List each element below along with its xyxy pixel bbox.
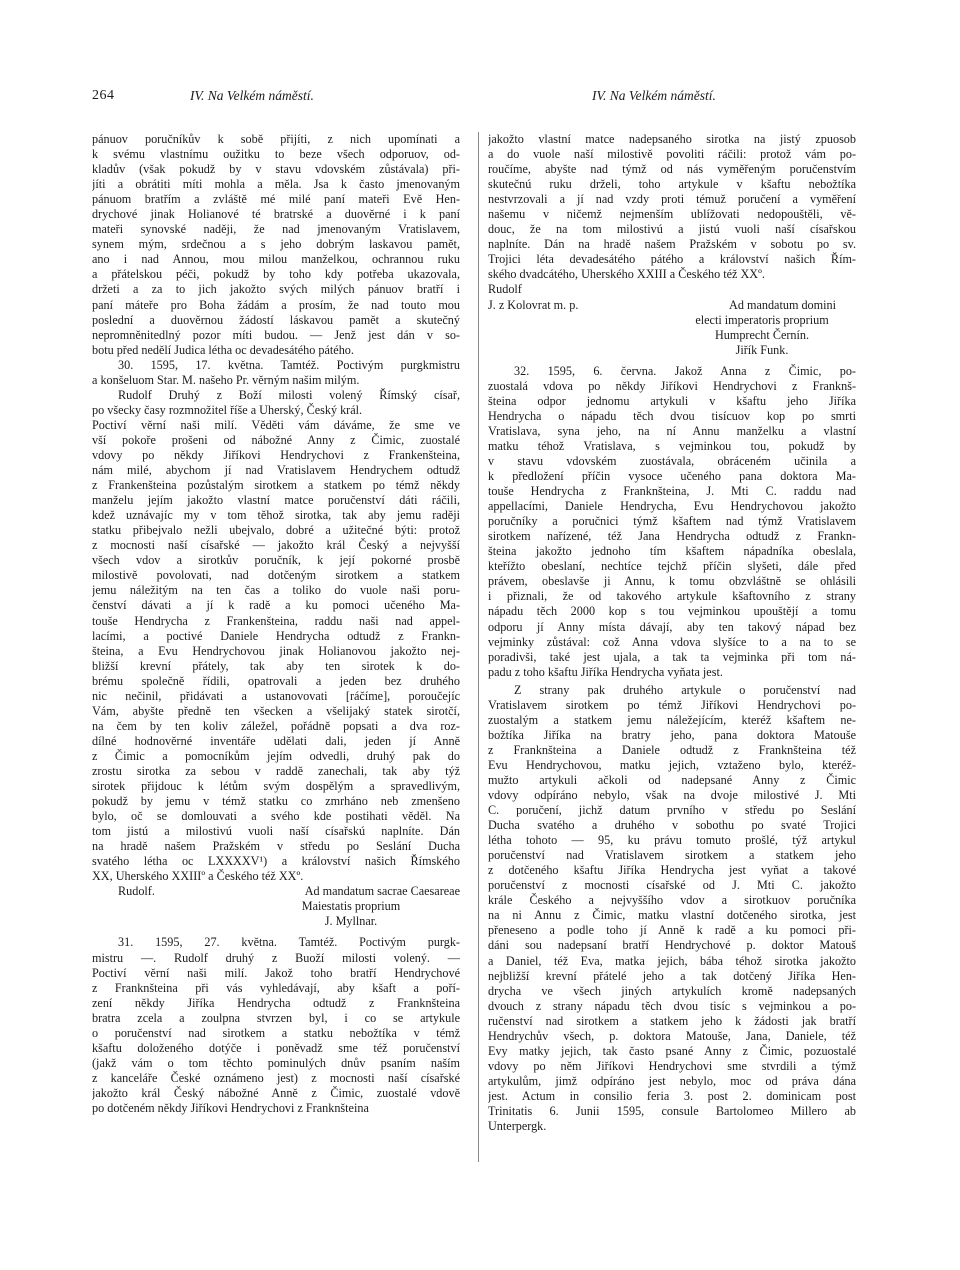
text-line: z mocnosti naší císařské — jakožto král Český a nejvyšší (92, 538, 460, 553)
text-line: a do vuole naší milostivě povoliti ráčili: protož vám po- (488, 147, 856, 162)
text-line: bylo, oč se domlouvati a svého kde postihati věděl. Na (92, 809, 460, 824)
text-line: nic nečinil, přidávati a ustanovovati [ráčíme], poroučejíc (92, 688, 460, 703)
text-line: z dotčeného kšaftu Jiříka Hendrycha jest vyňat a takové (488, 863, 856, 878)
text-line: z kanceláře České oznámeno jest) z mocnosti naší císařské (92, 1070, 460, 1085)
text-line: douc, že na tom milostivú a jistú vuoli naší císařskou (488, 222, 856, 237)
text-line: z Frankenšteina pozůstalým sirotkem a statkem po témž někdy (92, 478, 460, 493)
text-line: Trojici léta devadesátého pátého a království našich Řím- (488, 252, 856, 267)
text-line: krále Českého a nejvyššího vdov a sirotkuov poručníka (488, 893, 856, 908)
text-line: dvouch z strany nápadu těch dvou tisíc s vejminkou a po- (488, 998, 856, 1013)
column-divider (478, 132, 479, 1162)
text-line: ručenství nad sirotkem a statkem jeho k žádosti jak bratří (488, 1013, 856, 1028)
text-line: létha tohoto — 95, ku právu tomuto prošlé, týž artykul (488, 833, 856, 848)
text-line: brému společně řídili, opatrovali a jeden bez druhého (92, 673, 460, 688)
text-line: lacími, a poctivé Daniele Hendrycha odtudž z Frankn- (92, 628, 460, 643)
text-line: mistru —. Rudolf druhý z Buoží milosti volený. — (92, 950, 460, 965)
text-line: vdovy odpíráno nebylo, však na dvoje milostivé J. Mti (488, 788, 856, 803)
text-line: držeti a za to jich jakožto svých milých pánuov bratří i (92, 282, 460, 297)
text-line: zrostu sirotka za sebou v raddě zanechali, tak aby týž (92, 763, 460, 778)
text-line: vší pokoře prošeni od nábožné Anny z Čimic, zuostalé (92, 432, 460, 447)
text-line: 30. 1595, 17. května. Tamtéž. Poctivým purgkmistru (118, 357, 460, 372)
mandate-line: Ad mandatum domini (729, 297, 836, 312)
text-line: pokudž by jemu v témž statku co zmrháno neb zmenšeno (92, 794, 460, 809)
text-line: artykulům, jimž odpíráno jest nebylo, moc od práva dána (488, 1073, 856, 1088)
text-line: manželu jejím jakožto vlastní matce poručenství dáti ráčili, (92, 493, 460, 508)
text-line: touše Hendrycha z Franknšteina, J. Mti C. raddu nad (488, 484, 856, 499)
text-line: jest. Actum in consilio feria 3. post 2. dominicam post (488, 1088, 856, 1103)
text-line: C. poručení, jichž datum prvního v středu po Seslání (488, 803, 856, 818)
text-line: mužto artykuli ačkoli od nadepsané Anny z Čimic (488, 772, 856, 787)
text-line: Ducha svatého a druhého v sobothu po svaté Trojici (488, 818, 856, 833)
text-line: synem mým, srdečnou a s jeho dobrým laskavou pamět, (92, 237, 460, 252)
text-line: z Čimic a pomocníkům jejím odvedli, druhý pak do (92, 748, 460, 763)
text-line: Unterpergk. (488, 1119, 547, 1134)
mandate-line: Maiestatis proprium (301, 899, 401, 914)
text-line: mateři synovské naději, že nad jmenovaným Vratislavem, (92, 222, 460, 237)
text-line: šteina jakožto jednoho tím kšaftem nápadníka obeslala, (488, 544, 856, 559)
text-line: nepromněnitedlný pozor míti budou. — Jenž jest dán v so- (92, 327, 460, 342)
text-line: šteina odpor jednomu artykuli v kšaftu jeho Jiříka (488, 393, 856, 408)
text-line: appellacími, Daniele Hendrycha, Evu Hendrychovou jakožto (488, 499, 856, 514)
text-line: Vratislavem sirotkem po témž Jiříkovi Hendrychovi po- (488, 697, 856, 712)
text-line: božtíka Jiříka na bratry jeho, pana doktora Matouše (488, 727, 856, 742)
text-line: dílné hodnověrné inventáře udělati dali, jeden jí Anně (92, 733, 460, 748)
text-line: všech vdov a sirotkův poručník, k její pokorné prosbě (92, 553, 460, 568)
text-line: zuostalým a statkem jemu náležejícím, kteréž kšaftem ne- (488, 712, 856, 727)
text-line: Poctiví věrní naši milí. Jakož toho bratří Hendrychové (92, 965, 460, 980)
text-line: kšaftu doloženého dotýče i poněvadž sme též poručenství (92, 1040, 460, 1055)
text-line: zuostalá vdova po někdy Jiříkovi Hendrychovi z Franknš- (488, 378, 856, 393)
text-line: zení někdy Jiříka Hendrycha odtudž z Franknšteina (92, 995, 460, 1010)
text-line: a konšeluom Star. M. našeho Pr. věrným našim milým. (92, 372, 360, 387)
mandate-line: Ad mandatum sacrae Caesareae (304, 884, 460, 899)
countersignature: J. z Kolovrat m. p. (488, 297, 579, 312)
text-line: padu z toho kšaftu Jiříka Hendrycha vyňata jest. (488, 664, 723, 679)
text-line: šteina, a Evu Hendrychovou jinak Holianovou jakožto nej- (92, 643, 460, 658)
text-line: z Franknšteina při vás vyhledávají, aby kšaft a poří- (92, 980, 460, 995)
text-line: jakožto král Český nábožné Anně z Čimic, zuostalé vdově (92, 1085, 460, 1100)
signatory-name: Humprecht Černín. (714, 327, 810, 342)
text-line: Evy matky jejich, tak často psané Anny z Čimic, pozuostalé (488, 1043, 856, 1058)
text-line: dáni sou nadepsaní bratří Hendrychové p. doktor Matouš (488, 938, 856, 953)
text-line: tom jistú a milostivú vuoli naší císařskú naplníte. Dán (92, 824, 460, 839)
text-line: touše Hendrycha z Frankenšteina, raddu naši nad appel- (92, 613, 460, 628)
text-line: i přiznali, že od takového artykule kšaftovního z strany (488, 589, 856, 604)
text-line: našemu v ničemž nejmenším ublížovati nedopouštěli, vě- (488, 207, 856, 222)
text-line: bližší krevní přátely, tak aby ten sirotek k do- (92, 658, 460, 673)
text-line: a přátelskou péči, pokudž by toho kdy potřeba ukazovala, (92, 267, 460, 282)
text-line: drycha ve všech jiných artykulích kromě nadepsaných (488, 983, 856, 998)
text-line: milostivě povolovati, nad dotčeným sirotkem a statkem (92, 568, 460, 583)
right-column (488, 132, 856, 1134)
text-line: Hendrychův všech, p. doktora Matouše, Jana, Daniele, též (488, 1028, 856, 1043)
text-line: nápadu těch 2000 kop s tou vejminkou upouštějí a tomu (488, 604, 856, 619)
text-line: svatého létha oc LXXXXV¹) a království našich Římského (92, 854, 460, 869)
signatory-name: Jiřík Funk. (735, 342, 789, 357)
text-line: odporu jí Anny místa dávají, aby ten takový nápad bez (488, 619, 856, 634)
text-line: k předložení příčin vysoce učeného pana doktora Ma- (488, 469, 856, 484)
text-line: matku téhož Vratislava, s vejminkou tou, pokudž by (488, 438, 856, 453)
text-line: Hendrycha o nápadu těch dvou tisícuov kop po smrti (488, 408, 856, 423)
text-line: na hradě našem Pražském v středu po Seslání Ducha (92, 839, 460, 854)
text-line: Vratislava, syna jeho, na ní Annu manželku a vlastní (488, 423, 856, 438)
text-line: poručníky a poručnici týmž kšaftem nad týmž Vratislavem (488, 514, 856, 529)
text-line: bratra zcela a zoulpna stvrzen byl, i co se artykule (92, 1010, 460, 1025)
text-line: drychové jinak Holianové té bratrské a duověrné i k paní (92, 207, 460, 222)
text-line: z Franknšteina a Daniele odtudž z Franknšteina též (488, 742, 856, 757)
text-line: vejminky zůstával: což Anna vdova slyšíce to a na to se (488, 634, 856, 649)
signature-row (488, 298, 856, 313)
text-line: nestvrzovali a jí nad vzdy proti témuž poručení a vyměření (488, 192, 856, 207)
text-line: nejbližší krevní přátelé jeho a tak dotčený Jiříka Hen- (488, 968, 856, 983)
text-line: poradivši, také jest ujala, a tak ta vejminka při tom ná- (488, 649, 856, 664)
left-column (92, 132, 460, 1116)
text-line: ano i nad Annou, mou milou manželkou, ochrannou ruku (92, 252, 460, 267)
text-line: v stavu vdovském zuostávala, obráceném učinila a (488, 453, 856, 468)
text-line: Rudolf (488, 282, 522, 297)
text-line: o poručenství nad sirotkem a statku nebožtíka v témž (92, 1025, 460, 1040)
text-line: přeneseno a podle toho jí Anně k radě a ku pomoci při- (488, 923, 856, 938)
signature-name: Rudolf. (118, 884, 155, 899)
text-line: ského dvadcátého, Uherského XXIII a Českého též XXº. (488, 267, 765, 282)
text-line: právem, obeslavše ji Annu, k tomu obzvláštně se ohlásili (488, 574, 856, 589)
text-line: (jakž vám o tom těchto pominulých dnův psaním naším (92, 1055, 460, 1070)
running-head-right: IV. Na Velkém náměstí. (592, 88, 716, 103)
signatory-name: J. Myllnar. (324, 914, 378, 929)
text-line: 32. 1595, 6. června. Jakož Anna z Čimic, po- (514, 363, 856, 378)
text-line: paní máteře pro Boha žádám a prosím, že nad touto mou (92, 297, 460, 312)
text-line: sirotkem nařízené, též Jana Hendrycha odtudž z Frankn- (488, 529, 856, 544)
text-line: Poctiví věrní naši milí. Věděti vám dáváme, že sme ve (92, 417, 460, 432)
text-line: na ni Annu z Čimic, matku vlastní dotčeného sirotka, jest (488, 908, 856, 923)
text-line: kladův (však pokudž by v stavu vdovském zůstávala) při- (92, 162, 460, 177)
text-line: po dotčeném někdy Jiříkovi Hendrychovi z Franknšteina (92, 1101, 369, 1115)
text-line: 31. 1595, 27. května. Tamtéž. Poctivým purgk- (118, 935, 460, 950)
text-line: jakožto vlastní matce nadepsaného sirotka na jistý zpuosob (488, 132, 856, 146)
text-line: poslední a duověrnou žádostí láskavou pamět a skutečný (92, 312, 460, 327)
text-line: jíti a obrátiti míti mohla a měla. Jsa k často jmenovaným (92, 177, 460, 192)
text-line: Vám, abyšte předně ten všecken a všelijaký statek sirotčí, (92, 703, 460, 718)
text-line: na čem by ten koliv záležel, pořádně popsati a dva roz- (92, 718, 460, 733)
text-line: jemu náležitým na ten čas a toliko do vuole naši poru- (92, 583, 460, 598)
page-header (92, 88, 868, 108)
text-line: Rudolf Druhý z Boží milosti volený Římský císař, (118, 387, 460, 402)
signature-row (92, 884, 460, 899)
text-line: kdež uznávajíc my v tom těhož sirotka, tak aby jemu raději (92, 508, 460, 523)
page-number: 264 (92, 88, 115, 103)
text-line: nám milé, abychom jí nad Vratislavem Hendrychem odtudž (92, 463, 460, 478)
text-line: po všecky časy rozmnožitel říše a Uherský, Český král. (92, 402, 363, 417)
text-line: Evu Hendrychovou, matku jejich, vztaženo bylo, kteréž- (488, 757, 856, 772)
text-line: naplníte. Dán na hradě našem Pražském v sobotu po sv. (488, 237, 856, 252)
text-line: XX, Uherského XXIIIº a Českého též XXº. (92, 869, 304, 884)
text-line: vdovy po něm Jiříkovi Hendrychovi sme stvrdili a týmž (488, 1058, 856, 1073)
text-line: poručenství z mocnosti císařské od J. Mti C. jakožto (488, 878, 856, 893)
mandate-line: electi imperatoris proprium (695, 312, 829, 327)
text-line: pánuov poručníkův k sobě přijíti, z nich upomínati a (92, 132, 460, 146)
text-line: sirotek přijdouc k létům svým dospělým a spravedlivým, (92, 779, 460, 794)
text-line: poručenství nad Vratislavem sirotkem a statkem jeho (488, 848, 856, 863)
text-line: kteřížto obeslaní, nechtíce tejchž příčin slyšeti, dále před (488, 559, 856, 574)
text-line: roučíme, abyšte nad týmž od nás vyměřeným poručenstvím (488, 162, 856, 177)
text-line: botu před nedělí Judica létha oc devadesátého pátého. (92, 342, 354, 357)
text-line: Z strany pak druhého artykule o poručenství nad (514, 682, 856, 697)
text-line: čenství dávati a jí k radě a ku pomoci učeného Ma- (92, 598, 460, 613)
text-line: statku přibejvalo nežli ubejvalo, dobré a užitečné býti: protož (92, 523, 460, 538)
text-line: skutečnú ruku drželi, toho artykule v kšaftu nebožtíka (488, 177, 856, 192)
text-line: Trinitatis 6. Junii 1595, consule Bartolomeo Millero ab (488, 1104, 856, 1118)
text-line: vdovy po někdy Jiříkovi Hendrychovi z Frankenšteina, (92, 447, 460, 462)
text-line: pánuom bratřím a zvláště mé milé paní mateři Evě Hen- (92, 192, 460, 207)
text-line: a Daniel, též Eva, matka jejich, bába téhož sirotka jakožto (488, 953, 856, 968)
running-head-left: IV. Na Velkém náměstí. (190, 88, 314, 103)
text-line: k svému vlastnímu oužitku to beze všech odporuov, od- (92, 147, 460, 162)
